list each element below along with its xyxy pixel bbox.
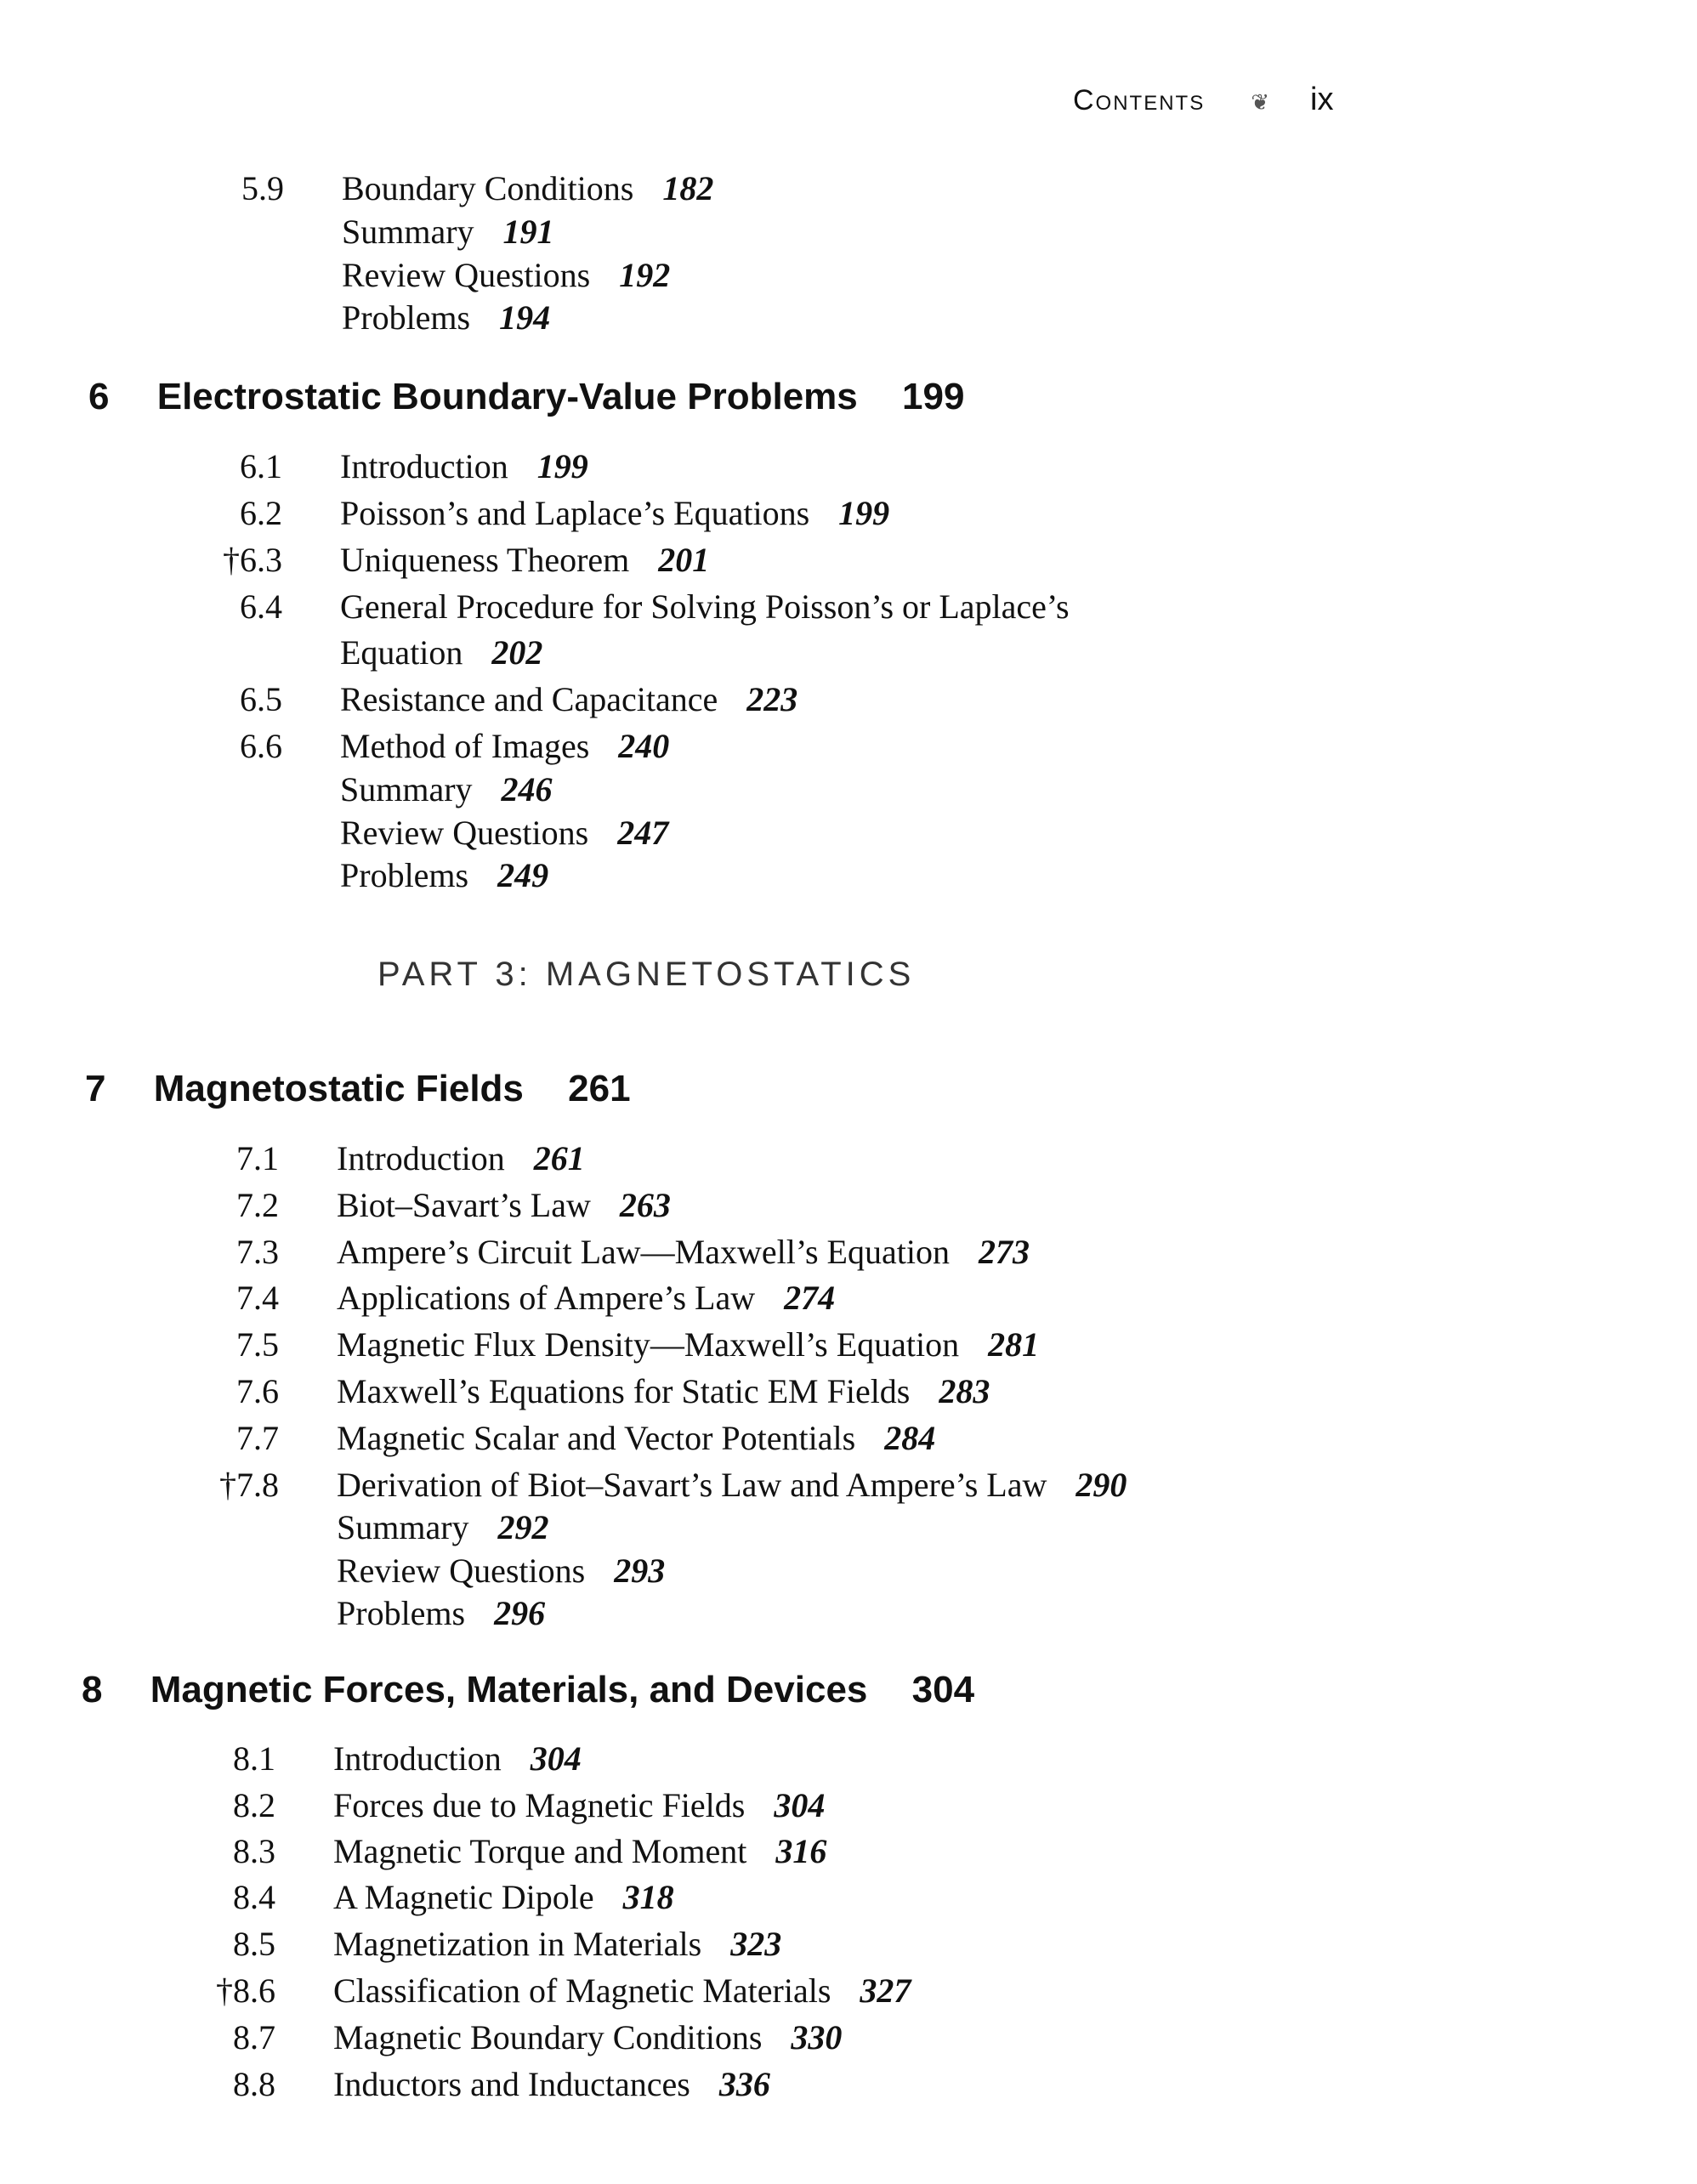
toc-entry-7-7[interactable] (236, 1416, 936, 1461)
section-page: 263 (619, 1186, 671, 1224)
section-page: 290 (1076, 1466, 1127, 1504)
section-title: Magnetic Boundary Conditions (333, 2018, 763, 2056)
section-number: 7.2 (236, 1186, 279, 1224)
section-title: A Magnetic Dipole (333, 1878, 594, 1916)
chapter-title: Electrostatic Boundary-Value Problems (156, 376, 858, 417)
section-page: 304 (774, 1786, 826, 1824)
section-title: Forces due to Magnetic Fields (333, 1786, 746, 1824)
chapter-number: 8 (82, 1669, 103, 1710)
toc-entry-8-3[interactable] (233, 1829, 827, 1874)
toc-entry-8-2[interactable] (233, 1784, 826, 1828)
toc-entry-8-5[interactable] (233, 1922, 782, 1966)
section-title: Inductors and Inductances (333, 2065, 690, 2103)
section-page: 304 (530, 1739, 582, 1778)
section-page: 318 (622, 1878, 674, 1916)
chapter-page: 304 (911, 1669, 975, 1710)
section-title: General Procedure for Solving Poisson’s or Laplace’s (340, 587, 1070, 626)
section-page: 330 (791, 2018, 843, 2056)
toc-entry-ch6-problems[interactable] (340, 854, 548, 898)
section-number: 6.2 (240, 494, 282, 532)
toc-entry-6-1[interactable] (240, 445, 588, 489)
section-page: 283 (939, 1372, 990, 1410)
section-page: 194 (499, 298, 551, 337)
section-title: Poisson’s and Laplace’s Equations (340, 494, 810, 532)
section-title: Introduction (333, 1739, 502, 1778)
section-title: Applications of Ampere’s Law (337, 1279, 756, 1317)
toc-entry-7-2[interactable] (236, 1183, 671, 1228)
section-page: 192 (619, 256, 671, 294)
section-title: Biot–Savart’s Law (337, 1186, 591, 1224)
section-number: 8.8 (233, 2065, 275, 2103)
section-page: 201 (658, 541, 710, 579)
page-number: ix (1310, 82, 1334, 117)
section-page: 182 (662, 169, 714, 207)
section-number: 5.9 (241, 169, 284, 207)
section-page: 296 (494, 1594, 546, 1632)
section-number: 8.2 (233, 1786, 275, 1824)
toc-entry-ch6-review-questions[interactable] (340, 811, 668, 855)
section-page: 261 (533, 1139, 585, 1177)
section-title: Magnetization in Materials (333, 1925, 702, 1963)
section-number: 7.5 (236, 1325, 279, 1364)
toc-entry-8-8[interactable] (233, 2062, 770, 2107)
toc-entry-7-4[interactable] (236, 1276, 836, 1320)
section-title: Problems (337, 1594, 466, 1632)
chapter-heading-7[interactable] (85, 1068, 631, 1110)
running-head-label: Contents (1073, 84, 1206, 116)
section-page: 202 (491, 633, 543, 672)
toc-entry-8-4[interactable] (233, 1875, 674, 1920)
section-number: 6.6 (240, 727, 282, 765)
section-number: 6.4 (240, 587, 282, 626)
section-number: 7.4 (236, 1279, 279, 1317)
toc-entry-6-4[interactable] (240, 585, 1070, 675)
section-page: 293 (614, 1551, 666, 1590)
toc-entry-6-2[interactable] (240, 491, 890, 536)
section-number: †7.8 (219, 1466, 279, 1504)
section-page: 199 (838, 494, 890, 532)
section-number: 7.7 (236, 1419, 279, 1457)
toc-entry-8-1[interactable] (233, 1737, 582, 1781)
section-page: 246 (501, 770, 553, 808)
section-title: Introduction (340, 447, 508, 485)
section-title: Introduction (337, 1139, 505, 1177)
section-title: Problems (342, 298, 471, 337)
section-title: Uniqueness Theorem (340, 541, 630, 579)
toc-entry-6-6[interactable] (240, 724, 670, 769)
section-title: Ampere’s Circuit Law—Maxwell’s Equation (337, 1233, 950, 1271)
chapter-number: 7 (85, 1068, 106, 1109)
toc-entry-ch5-review-questions[interactable] (342, 253, 670, 298)
toc-entry-7-6[interactable] (236, 1370, 990, 1414)
ornament-icon: ❦ (1251, 89, 1270, 115)
section-page: 240 (618, 727, 670, 765)
section-title: Summary (340, 770, 473, 808)
section-number: 7.1 (236, 1139, 279, 1177)
part-heading: PART 3: MAGNETOSTATICS (377, 956, 916, 993)
section-page: 327 (860, 1971, 911, 2010)
toc-entry-7-8[interactable] (219, 1463, 1127, 1507)
chapter-page: 199 (902, 376, 965, 417)
toc-entry-7-3[interactable] (236, 1230, 1030, 1274)
section-number: 8.3 (233, 1832, 275, 1870)
section-page: 323 (730, 1925, 782, 1963)
section-title: Maxwell’s Equations for Static EM Fields (337, 1372, 911, 1410)
section-title: Magnetic Flux Density—Maxwell’s Equation (337, 1325, 960, 1364)
chapter-title: Magnetic Forces, Materials, and Devices (150, 1669, 868, 1710)
toc-entry-ch7-problems[interactable] (337, 1591, 545, 1636)
chapter-heading-8[interactable] (82, 1669, 974, 1711)
section-title: Summary (342, 213, 474, 251)
section-number: 7.3 (236, 1233, 279, 1271)
section-title: Review Questions (342, 256, 591, 294)
section-title: Problems (340, 856, 469, 894)
section-page: 336 (718, 2065, 770, 2103)
chapter-number: 6 (88, 376, 110, 417)
section-page: 191 (502, 213, 554, 251)
toc-entry-6-3[interactable] (223, 538, 710, 582)
toc-entry-8-6[interactable] (216, 1969, 911, 2013)
section-number: 8.4 (233, 1878, 275, 1916)
section-number: 6.5 (240, 680, 282, 718)
section-title: Magnetic Scalar and Vector Potentials (337, 1419, 856, 1457)
toc-entry-8-7[interactable] (233, 2016, 843, 2060)
running-head (1073, 82, 1333, 118)
section-page: 316 (775, 1832, 827, 1870)
toc-entry-7-1[interactable] (236, 1137, 585, 1181)
section-title-continuation: Equation (340, 633, 463, 672)
section-number: 8.1 (233, 1739, 275, 1778)
section-number: †8.6 (216, 1971, 275, 2010)
section-page: 247 (617, 814, 669, 852)
section-title: Magnetic Torque and Moment (333, 1832, 747, 1870)
section-title: Method of Images (340, 727, 590, 765)
section-page: 273 (978, 1233, 1030, 1271)
toc-entry-ch5-problems[interactable] (342, 296, 550, 340)
chapter-heading-6[interactable] (88, 376, 964, 418)
toc-entry-ch7-review-questions[interactable] (337, 1549, 665, 1593)
section-number: 6.1 (240, 447, 282, 485)
section-title: Classification of Magnetic Materials (333, 1971, 831, 2010)
toc-entry-6-5[interactable] (240, 678, 798, 722)
toc-entry-ch6-summary[interactable] (340, 768, 553, 812)
section-page: 284 (884, 1419, 936, 1457)
section-page: 292 (497, 1508, 549, 1546)
section-title: Derivation of Biot–Savart’s Law and Ampere’s Law (337, 1466, 1047, 1504)
toc-entry-ch5-summary[interactable] (342, 210, 554, 254)
section-title: Review Questions (340, 814, 589, 852)
section-number: 7.6 (236, 1372, 279, 1410)
section-number: †6.3 (223, 541, 282, 579)
section-title: Summary (337, 1508, 469, 1546)
section-number: 8.7 (233, 2018, 275, 2056)
section-title: Resistance and Capacitance (340, 680, 718, 718)
section-page: 223 (746, 680, 798, 718)
section-page: 274 (784, 1279, 836, 1317)
chapter-page: 261 (568, 1068, 631, 1109)
section-title: Boundary Conditions (342, 169, 634, 207)
section-title: Review Questions (337, 1551, 586, 1590)
chapter-title: Magnetostatic Fields (153, 1068, 524, 1109)
toc-entry-ch7-summary[interactable] (337, 1506, 549, 1550)
section-page: 199 (536, 447, 588, 485)
section-page: 281 (988, 1325, 1040, 1364)
section-number: 8.5 (233, 1925, 275, 1963)
toc-entry-5-9[interactable] (241, 167, 714, 211)
section-page: 249 (497, 856, 549, 894)
toc-entry-7-5[interactable] (236, 1323, 1040, 1367)
